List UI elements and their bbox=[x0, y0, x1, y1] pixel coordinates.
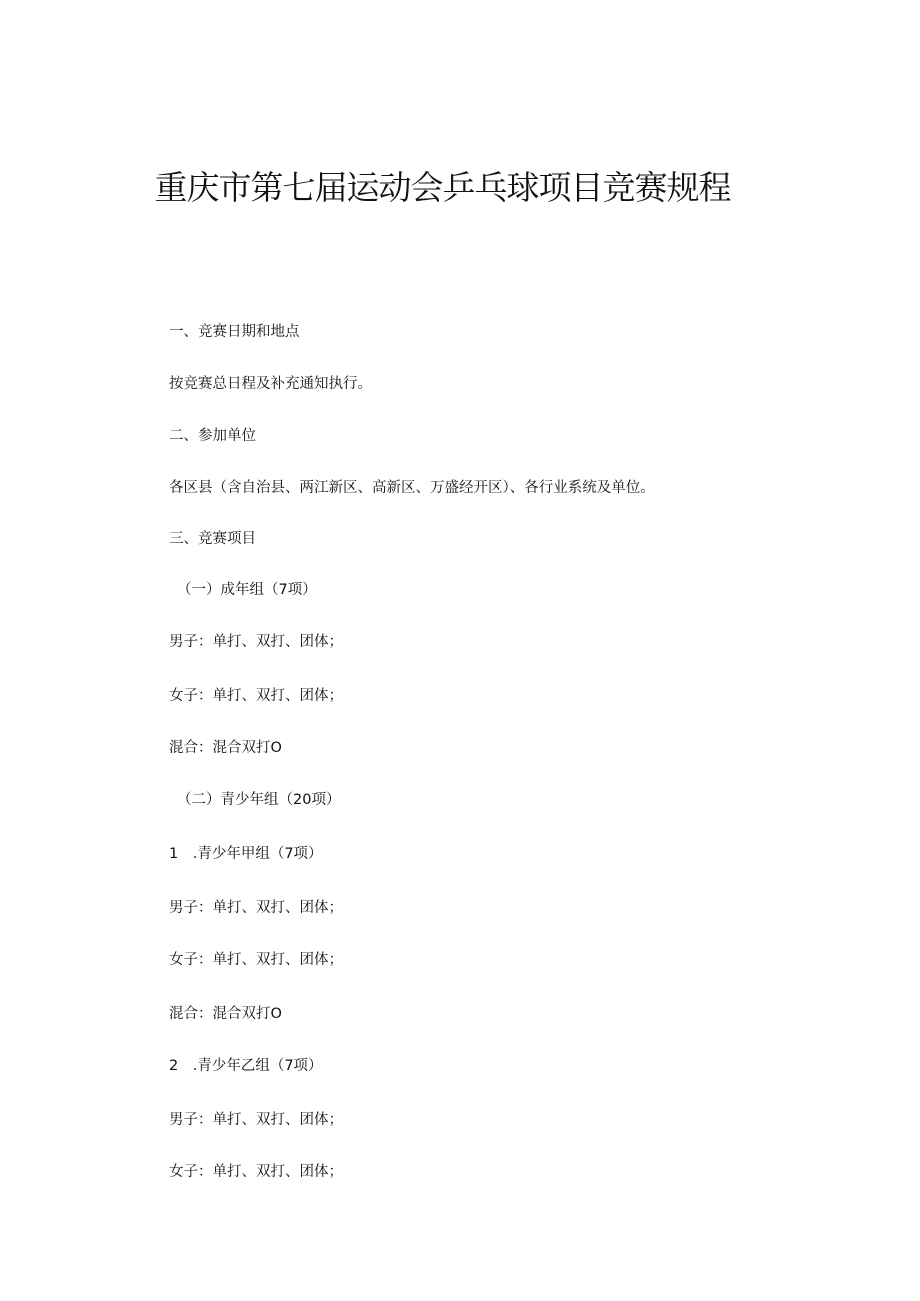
subheading-youth-group: （二）青少年组（20项） bbox=[177, 792, 341, 808]
list-item-youth-a-women: 女子：单打、双打、团体； bbox=[169, 952, 343, 968]
list-item-youth-b-women: 女子：单打、双打、团体； bbox=[169, 1164, 343, 1180]
paragraph-dates-venue: 按竞赛总日程及补充通知执行。 bbox=[169, 376, 372, 392]
list-item-adult-men: 男子：单打、双打、团体； bbox=[169, 634, 343, 650]
subheading-adult-group: （一）成年组（7项） bbox=[177, 582, 317, 598]
section-heading-participants: 二、参加单位 bbox=[169, 428, 256, 444]
list-item-adult-mixed: 混合：混合双打O bbox=[169, 740, 282, 756]
subheading-youth-b: 2 .青少年乙组（7项） bbox=[169, 1058, 323, 1074]
section-heading-dates-venue: 一、竞赛日期和地点 bbox=[169, 324, 300, 340]
document-title: 重庆市第七届运动会乒乓球项目竞赛规程 bbox=[154, 168, 731, 207]
list-item-youth-b-men: 男子：单打、双打、团体； bbox=[169, 1112, 343, 1128]
subheading-youth-a: 1 .青少年甲组（7项） bbox=[169, 846, 323, 862]
paragraph-participants: 各区县（含自治县、两江新区、高新区、万盛经开区）、各行业系统及单位。 bbox=[169, 480, 655, 496]
list-item-youth-a-mixed: 混合：混合双打O bbox=[169, 1006, 282, 1022]
list-item-youth-a-men: 男子：单打、双打、团体； bbox=[169, 900, 343, 916]
list-item-adult-women: 女子：单打、双打、团体； bbox=[169, 688, 343, 704]
section-heading-events: 三、竞赛项目 bbox=[169, 531, 256, 547]
